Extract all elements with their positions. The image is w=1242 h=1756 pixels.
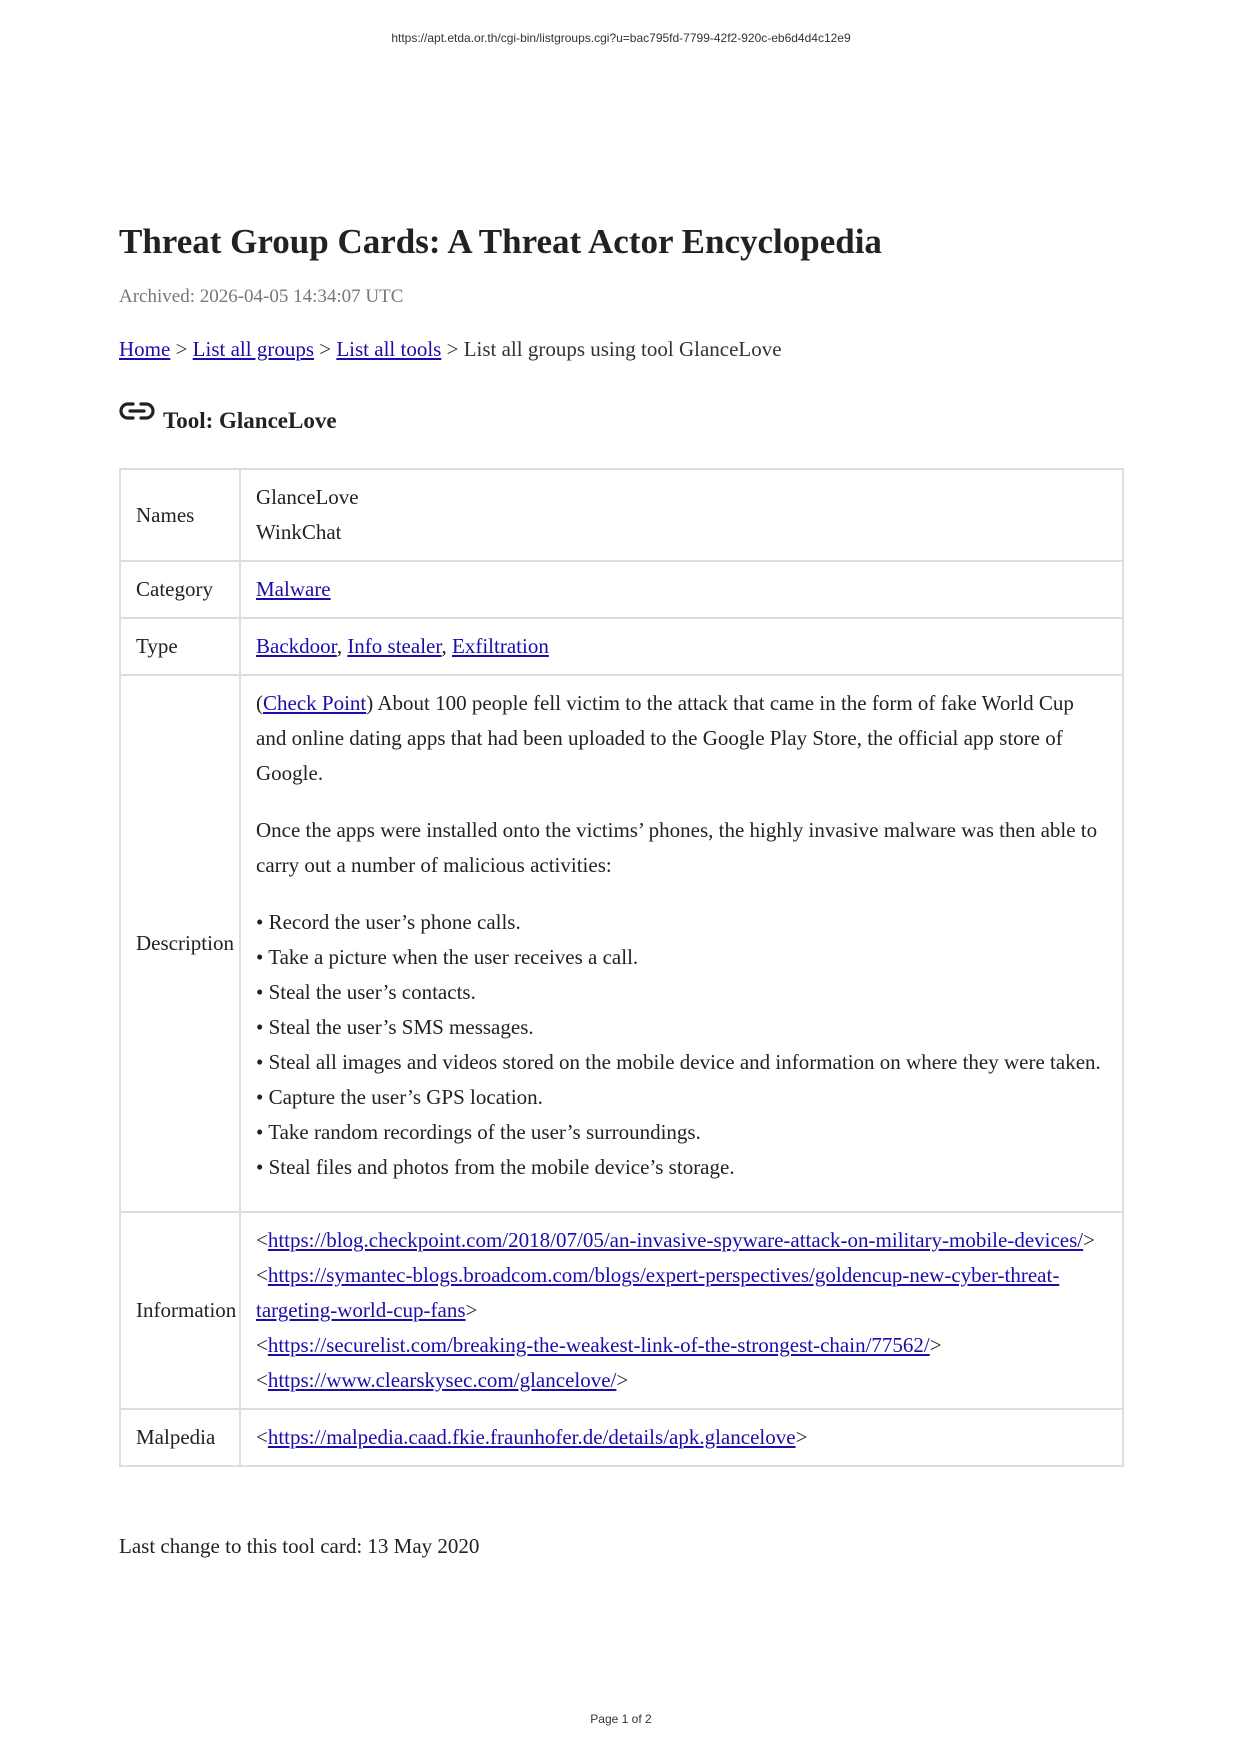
information-value	[240, 1212, 1123, 1409]
list-item: • Steal the user’s SMS messages.	[256, 1010, 1106, 1045]
type-link-backdoor[interactable]: Backdoor	[256, 634, 337, 658]
name-item: GlanceLove	[256, 485, 359, 509]
list-item: • Record the user’s phone calls.	[256, 905, 1106, 940]
malpedia-value	[240, 1409, 1123, 1466]
description-value	[240, 675, 1123, 1212]
name-item: WinkChat	[256, 520, 342, 544]
type-value	[240, 618, 1123, 675]
info-link-row	[256, 1258, 1106, 1328]
breadcrumb	[119, 337, 782, 362]
category-value	[240, 561, 1123, 618]
type-separator: ,	[441, 634, 453, 658]
paren-open: (	[256, 691, 263, 715]
info-link-row	[256, 1363, 1106, 1398]
breadcrumb-separator: >	[441, 337, 464, 361]
table-row	[120, 618, 1123, 675]
malpedia-label: Malpedia	[120, 1409, 240, 1466]
breadcrumb-current: List all groups using tool GlanceLove	[463, 337, 782, 361]
list-item: • Steal all images and videos stored on the mobile device and information on where they were taken.	[256, 1045, 1106, 1080]
breadcrumb-separator: >	[314, 337, 337, 361]
list-item: • Take random recordings of the user’s surroundings.	[256, 1115, 1106, 1150]
angle-open: <	[256, 1228, 268, 1252]
angle-open: <	[256, 1368, 268, 1392]
page-title: Threat Group Cards: A Threat Actor Encyclopedia	[119, 222, 882, 261]
list-item: • Capture the user’s GPS location.	[256, 1080, 1106, 1115]
description-label: Description	[120, 675, 240, 1212]
category-label: Category	[120, 561, 240, 618]
paren-close: )	[366, 691, 374, 715]
tool-info-table	[119, 468, 1124, 1467]
list-item: • Steal the user’s contacts.	[256, 975, 1106, 1010]
angle-close: >	[465, 1298, 478, 1322]
breadcrumb-separator: >	[170, 337, 193, 361]
table-row	[120, 561, 1123, 618]
source-link-check-point[interactable]: Check Point	[263, 691, 367, 715]
tool-heading-text: Tool: GlanceLove	[163, 408, 337, 433]
description-paragraph: Once the apps were installed onto the victims’ phones, the highly invasive malware was then able to carry out a number of malicious activities:	[256, 818, 1098, 877]
link-icon	[119, 400, 155, 422]
tool-heading	[119, 400, 337, 434]
list-item: • Take a picture when the user receives a call.	[256, 940, 1106, 975]
angle-close: >	[795, 1425, 808, 1449]
names-value	[240, 469, 1123, 561]
page-url-header: https://apt.etda.or.th/cgi-bin/listgroups.cgi?u=bac795fd-7799-42f2-920c-eb6d4d4c12e9	[391, 31, 851, 45]
information-label: Information	[120, 1212, 240, 1409]
activities-list	[256, 905, 1106, 1185]
names-label: Names	[120, 469, 240, 561]
info-link[interactable]: https://www.clearskysec.com/glancelove/	[267, 1368, 617, 1392]
table-row	[120, 675, 1123, 1212]
description-paragraph	[256, 686, 1106, 791]
table-row	[120, 469, 1123, 561]
angle-open: <	[256, 1425, 268, 1449]
type-label: Type	[120, 618, 240, 675]
table-row	[120, 1212, 1123, 1409]
type-link-info-stealer[interactable]: Info stealer	[347, 634, 442, 658]
breadcrumb-tools-link[interactable]: List all tools	[336, 337, 442, 361]
angle-close: >	[929, 1333, 942, 1357]
type-separator: ,	[336, 634, 348, 658]
info-link[interactable]: https://blog.checkpoint.com/2018/07/05/an-invasive-spyware-attack-on-military-mobile-devices/	[267, 1228, 1084, 1252]
angle-open: <	[256, 1333, 268, 1357]
breadcrumb-home-link[interactable]: Home	[119, 337, 171, 361]
description-text: About 100 people fell victim to the attack that came in the form of fake World Cup and online dating apps that had been uploaded to the Google Play Store, the official app store of Google.	[256, 691, 1074, 785]
list-item: • Steal files and photos from the mobile device’s storage.	[256, 1150, 1106, 1185]
category-link[interactable]: Malware	[256, 577, 331, 601]
angle-close: >	[1083, 1228, 1095, 1252]
breadcrumb-groups-link[interactable]: List all groups	[192, 337, 314, 361]
info-link-row	[256, 1223, 1106, 1258]
type-link-exfiltration[interactable]: Exfiltration	[452, 634, 549, 658]
last-change-note: Last change to this tool card: 13 May 2020	[119, 1534, 480, 1558]
archived-timestamp: Archived: 2026-04-05 14:34:07 UTC	[119, 286, 404, 307]
angle-open: <	[256, 1263, 268, 1287]
info-link[interactable]: https://symantec-blogs.broadcom.com/blogs/expert-perspectives/goldencup-new-cyber-threat-targeting-world-cup-fans	[256, 1263, 1060, 1322]
malpedia-link[interactable]: https://malpedia.caad.fkie.fraunhofer.de/details/apk.glancelove	[267, 1425, 796, 1449]
info-link-row	[256, 1328, 1106, 1363]
info-link[interactable]: https://securelist.com/breaking-the-weakest-link-of-the-strongest-chain/77562/	[267, 1333, 930, 1357]
angle-close: >	[616, 1368, 629, 1392]
table-row	[120, 1409, 1123, 1466]
page-number-footer: Page 1 of 2	[590, 1712, 652, 1726]
